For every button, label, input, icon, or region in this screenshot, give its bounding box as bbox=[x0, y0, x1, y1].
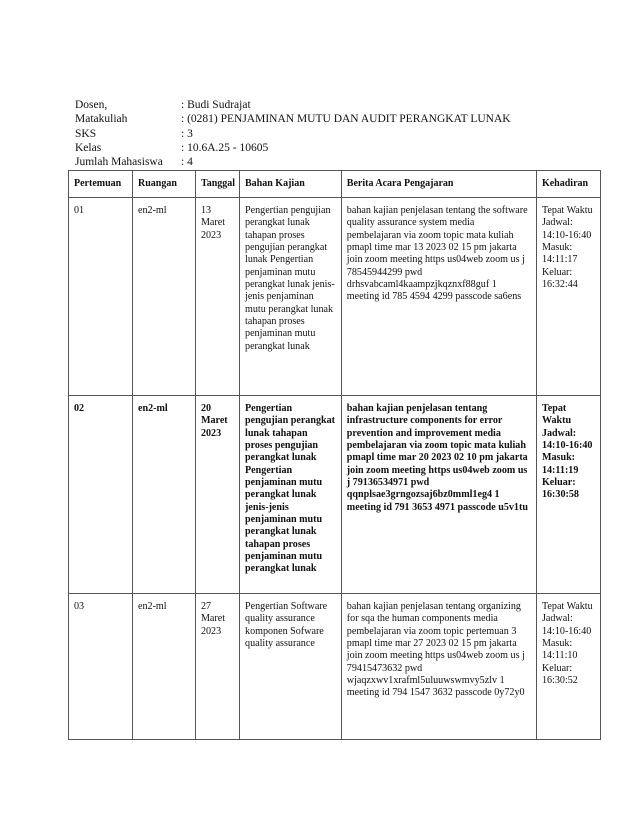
cell-pertemuan: 02 bbox=[69, 396, 133, 594]
column-header-tanggal: Tanggal bbox=[195, 171, 239, 198]
jumlah-mahasiswa-row bbox=[75, 155, 511, 169]
cell-kehadiran: Tepat Waktu Jadwal: 14:10-16:40 Masuk: 14:11:10 Keluar: 16:30:52 bbox=[536, 594, 600, 740]
cell-ruangan: en2-ml bbox=[133, 396, 196, 594]
jumlah-mahasiswa-value: : 4 bbox=[181, 156, 193, 169]
sks-value: : 3 bbox=[181, 127, 193, 140]
dosen-value: : Budi Sudrajat bbox=[181, 99, 251, 111]
matakuliah-value: : (0281) PENJAMINAN MUTU DAN AUDIT PERANGKAT LUNAK bbox=[181, 113, 511, 126]
cell-bahan-kajian: Pengertian Software quality assurance komponen Sofware quality assurance bbox=[240, 594, 342, 740]
kelas-row bbox=[75, 141, 511, 155]
cell-pertemuan: 03 bbox=[69, 594, 133, 740]
column-header-berita-acara: Berita Acara Pengajaran bbox=[341, 171, 536, 198]
matakuliah-row bbox=[75, 112, 511, 126]
cell-berita-acara: bahan kajian penjelasan tentang organizing for sqa the human components media pembelajaran via zoom topic pertemuan 3 pmapl time mar 27 2023 02 15 pm jakarta join zoom meeting https us04web zoom us j 79415473632 pwd wjaqzxwv1xrafml5uluuwswmvy5zlv 1 meeting id 794 1547 3632 passcode 0y72y0 bbox=[341, 594, 536, 740]
attendance-table bbox=[68, 170, 601, 740]
column-header-bahan-kajian: Bahan Kajian bbox=[240, 171, 342, 198]
column-header-kehadiran: Kehadiran bbox=[536, 171, 600, 198]
cell-kehadiran: Tepat Waktu Jadwal: 14:10-16:40 Masuk: 14:11:17 Keluar: 16:32:44 bbox=[536, 198, 600, 396]
table-header-row bbox=[69, 171, 601, 198]
table-row bbox=[69, 198, 601, 396]
jumlah-mahasiswa-label: Jumlah Mahasiswa bbox=[75, 156, 163, 169]
sks-row bbox=[75, 127, 511, 141]
kelas-value: : 10.6A.25 - 10605 bbox=[181, 141, 269, 154]
cell-tanggal: 27 Maret 2023 bbox=[195, 594, 239, 740]
table-row bbox=[69, 396, 601, 594]
kelas-label: Kelas bbox=[75, 141, 102, 154]
cell-tanggal: 20 Maret 2023 bbox=[195, 396, 239, 594]
column-header-pertemuan: Pertemuan bbox=[69, 171, 133, 198]
course-info-header bbox=[75, 98, 511, 169]
dosen-row bbox=[75, 98, 511, 112]
cell-ruangan: en2-ml bbox=[133, 198, 196, 396]
cell-pertemuan: 01 bbox=[69, 198, 133, 396]
cell-bahan-kajian: Pengertian pengujian perangkat lunak tahapan proses pengujian perangkat lunak Pengertian penjaminan mutu perangkat lunak jenis-jenis penjaminan mutu perangkat lunak tahapan proses penjaminan mutu perangkat lunak bbox=[240, 198, 342, 396]
cell-ruangan: en2-ml bbox=[133, 594, 196, 740]
dosen-label: Dosen, bbox=[75, 99, 108, 111]
table-row bbox=[69, 594, 601, 740]
cell-tanggal: 13 Maret 2023 bbox=[195, 198, 239, 396]
cell-bahan-kajian: Pengertian pengujian perangkat lunak tahapan proses pengujian perangkat lunak Pengertian penjaminan mutu perangkat lunak jenis-jenis penjaminan mutu perangkat lunak tahapan proses penjaminan mutu perangkat lunak bbox=[240, 396, 342, 594]
sks-label: SKS bbox=[75, 127, 97, 140]
cell-kehadiran: Tepat Waktu Jadwal: 14:10-16:40 Masuk: 14:11:19 Keluar: 16:30:58 bbox=[536, 396, 600, 594]
cell-berita-acara: bahan kajian penjelasan tentang infrastructure components for error prevention and improvement media pembelajaran via zoom topic mata kuliah pmapl time mar 20 2023 02 10 pm jakarta join zoom meeting https us04web zoom us j 79136534971 pwd qqnplsae3grngozsaj6bz0mml1eg4 1 meeting id 791 3653 4971 passcode u5v1tu bbox=[341, 396, 536, 594]
matakuliah-label: Matakuliah bbox=[75, 113, 128, 126]
column-header-ruangan: Ruangan bbox=[133, 171, 196, 198]
cell-berita-acara: bahan kajian penjelasan tentang the software quality assurance system media pembelajaran via zoom topic mata kuliah pmapl time mar 13 2023 02 15 pm jakarta join zoom meeting https us04web zoom us j 78545944299 pwd drhsvabcaml4kaampzjkqznxf88guf 1 meeting id 785 4594 4299 passcode sa6ens bbox=[341, 198, 536, 396]
